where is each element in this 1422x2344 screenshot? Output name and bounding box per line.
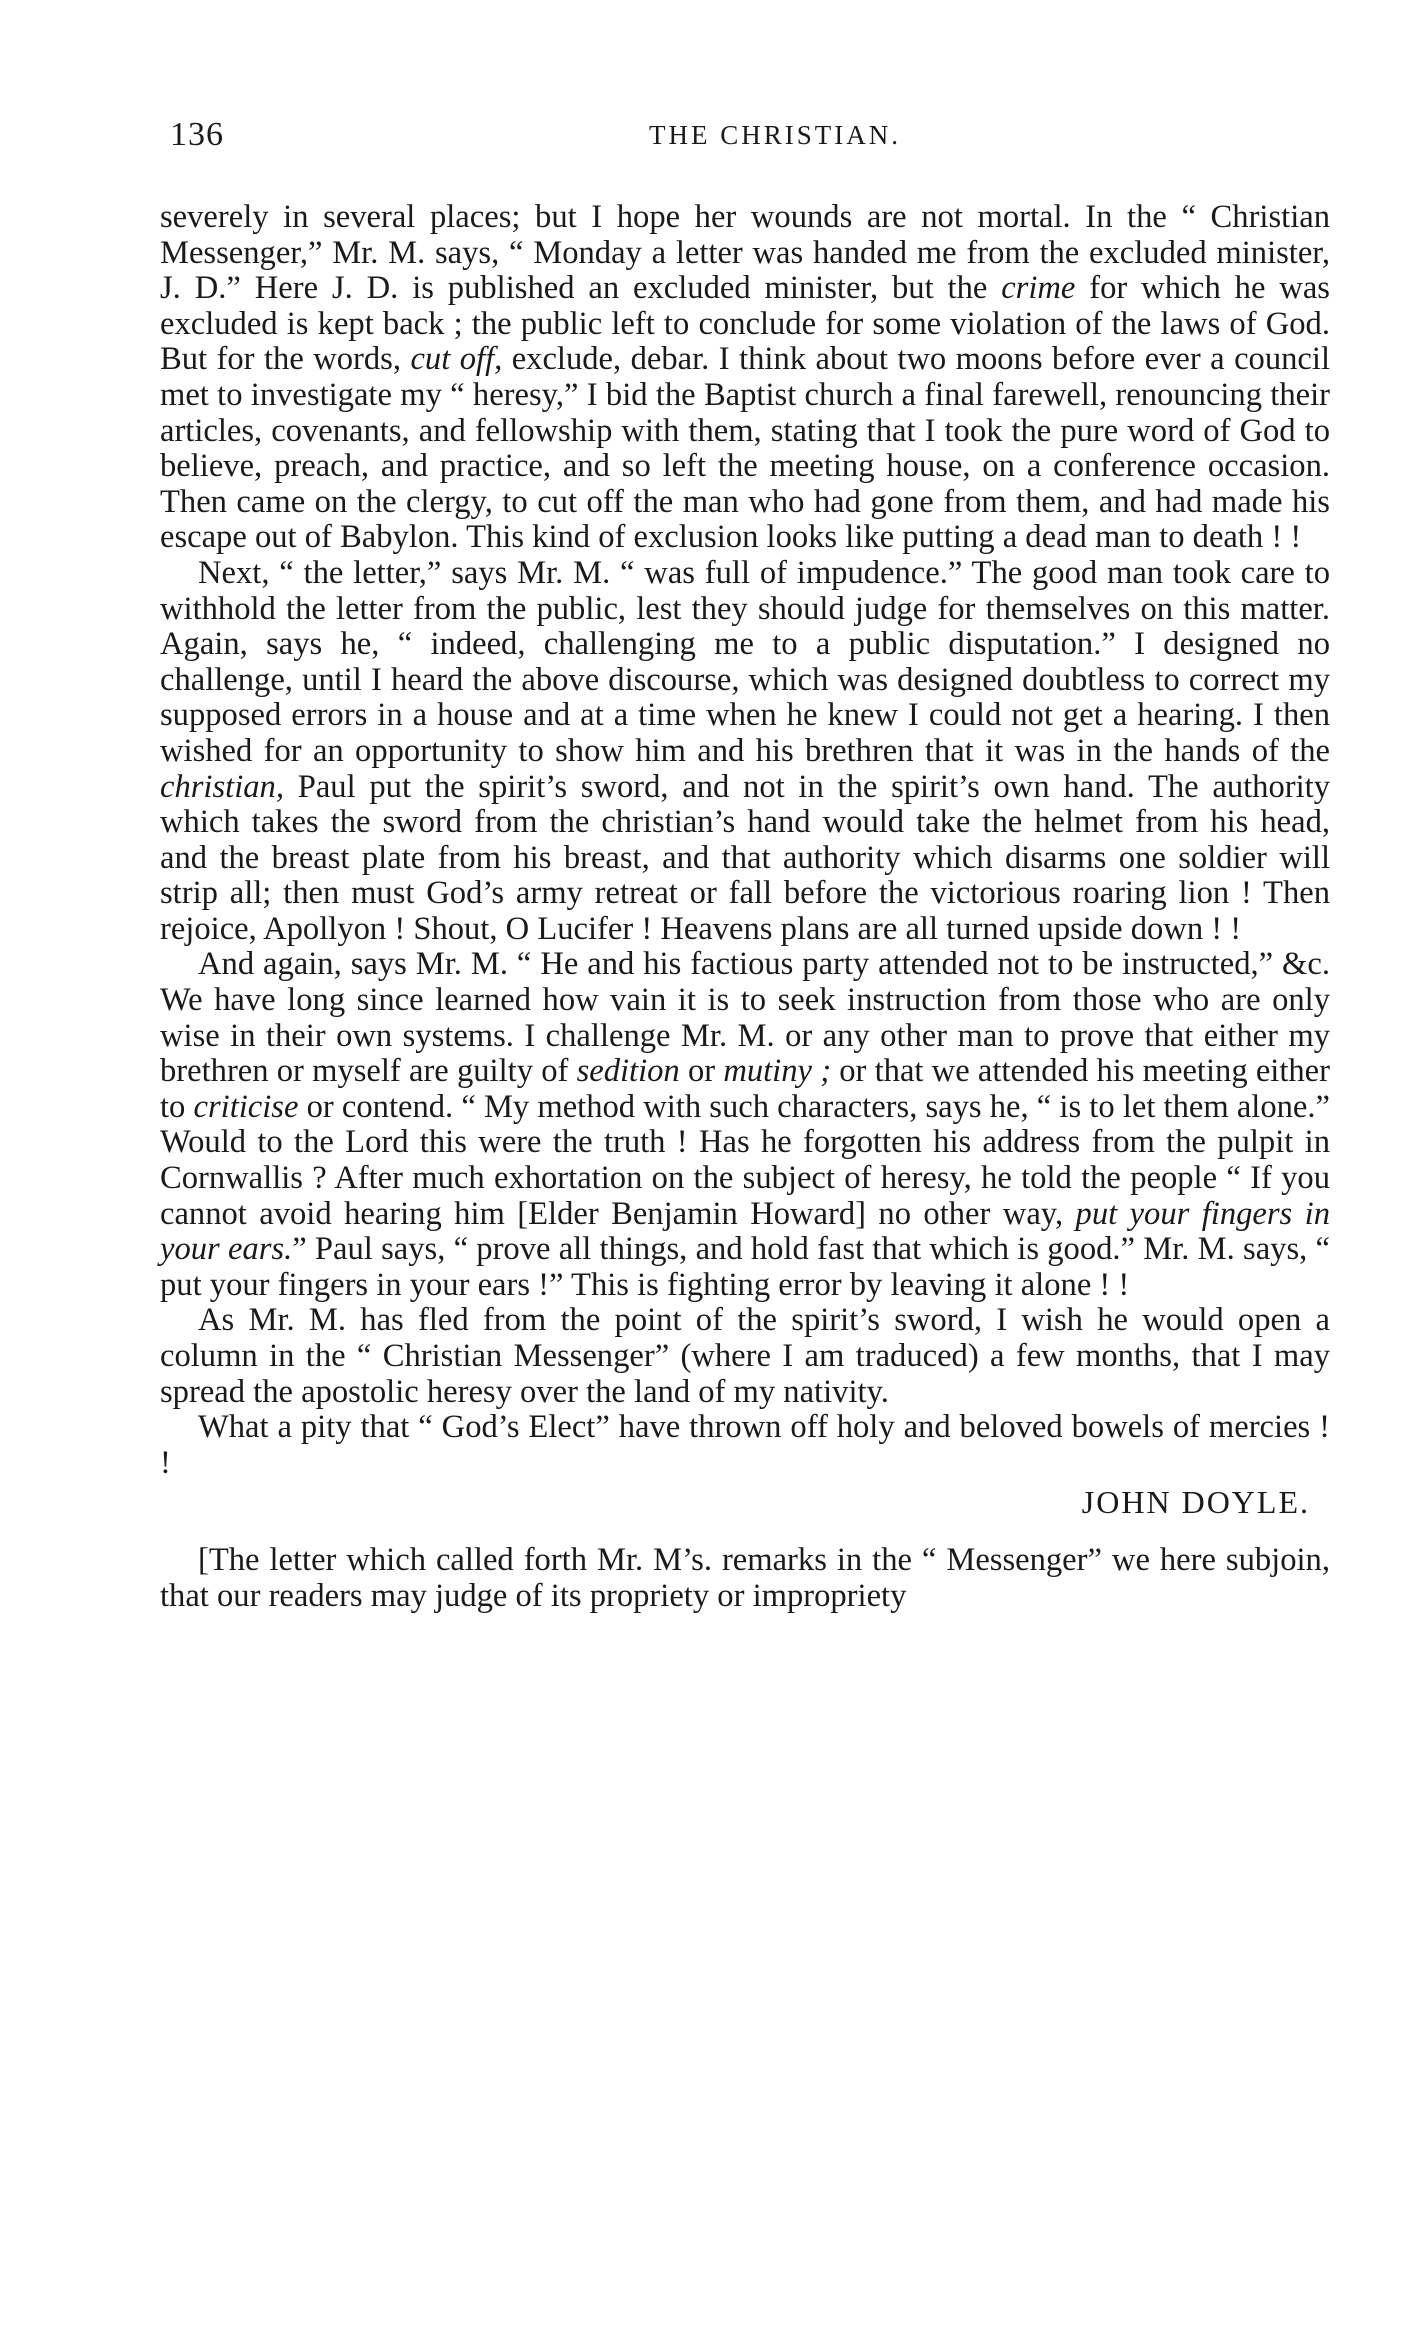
body-paragraph xyxy=(160,200,1330,556)
paragraph-text: or that we attended his meeting either to xyxy=(160,1053,1330,1125)
paragraph-text: And again, says Mr. M. “ He and his factious party attended not to be instructed,” &c. We have long since learned how vain it is to seek instruction from those who are only wise in their own systems. I challenge Mr. M. or any other man to prove that either my brethren or myself are guilty of xyxy=(160,946,1330,1090)
italic-text: sedition xyxy=(576,1053,680,1090)
body-paragraph xyxy=(160,1410,1330,1481)
paragraph-text: or xyxy=(679,1053,724,1090)
italic-text: crime xyxy=(1001,270,1076,307)
running-title: THE CHRISTIAN. xyxy=(649,120,901,150)
italic-text: cut off, xyxy=(410,341,503,378)
book-page xyxy=(160,110,1330,1614)
italic-text: put your fingers in your ears. xyxy=(160,1195,1330,1268)
paragraph-text: Paul put the spirit’s sword, and not in the spirit’s own hand. The authority which takes the sword from the christian’s hand would take the helmet from his head, and the breast plate from his breast, and that authority which disarms one soldier will strip all; then must God’s army retreat or fall before the victorious roaring lion ! Then rejoice, Apollyon ! Shout, O Lucifer ! Heavens plans are all turned upside down ! ! xyxy=(160,768,1330,947)
paragraph-text: for which he was excluded is kept back ; the public left to conclude for some violation of the laws of God. But for the words, xyxy=(160,270,1330,378)
italic-text: christian, xyxy=(160,768,284,805)
paragraph-text: or contend. “ My method with such characters, says he, “ is to let them alone.” Would to the Lord this were the truth ! Has he forgotten his address from the pulpit in Cornwallis ? After much exhortation on the subject of heresy, he told the people “ If you cannot avoid hearing him [Elder Benjamin Howard] no other way, xyxy=(160,1088,1330,1232)
body-paragraph xyxy=(160,556,1330,948)
italic-text: criticise xyxy=(193,1088,299,1125)
paragraph-text: severely in several places; but I hope her wounds are not mortal. In the “ Christian Messenger,” Mr. M. says, “ Monday a letter was handed me from the excluded minister, J. D.” Here J. D. is published an excluded minister, but the xyxy=(160,199,1330,307)
body-text xyxy=(160,200,1330,1614)
paragraph-list xyxy=(160,200,1330,1481)
editor-note: [The letter which called forth Mr. M’s. remarks in the “ Messenger” we here subjoin, that our readers may judge of its propriety or impropriety xyxy=(160,1541,1330,1614)
signature: JOHN DOYLE. xyxy=(1081,1484,1310,1521)
page-number: 136 xyxy=(170,116,224,153)
paragraph-text: As Mr. M. has fled from the point of the spirit’s sword, I wish he would open a column in the “ Christian Messenger” (where I am traduced) a few months, that I may spread the apostolic heresy over the land of my nativity. xyxy=(160,1302,1330,1410)
body-paragraph xyxy=(160,1303,1330,1410)
paragraph-text: ” Paul says, “ prove all things, and hold fast that which is good.” Mr. M. says, “ put your fingers in your ears !” This is fighting error by leaving it alone ! ! xyxy=(160,1231,1330,1303)
italic-text: mutiny ; xyxy=(723,1053,832,1090)
paragraph-text: Next, “ the letter,” says Mr. M. “ was full of impudence.” The good man took care to withhold the letter from the public, lest they should judge for themselves on this matter. Again, says he, “ indeed, challenging me to a public disputation.” I designed no challenge, until I heard the above discourse, which was designed doubtless to correct my supposed errors in a house and at a time when he knew I could not get a hearing. I then wished for an opportunity to show him and his brethren that it was in the hands of the xyxy=(160,554,1330,769)
paragraph-text: exclude, debar. I think about two moons before ever a council met to investigate my “ heresy,” I bid the Baptist church a final farewell, renouncing their articles, covenants, and fellowship with them, stating that I took the pure word of God to believe, preach, and practice, and so left the meeting house, on a conference occasion. Then came on the clergy, to cut off the man who had gone from them, and had made his escape out of Babylon. This kind of exclusion looks like putting a dead man to death ! ! xyxy=(160,341,1330,556)
paragraph-text: What a pity that “ God’s Elect” have thrown off holy and beloved bowels of mercies ! ! xyxy=(160,1409,1330,1481)
body-paragraph xyxy=(160,947,1330,1303)
running-head xyxy=(160,110,1330,170)
